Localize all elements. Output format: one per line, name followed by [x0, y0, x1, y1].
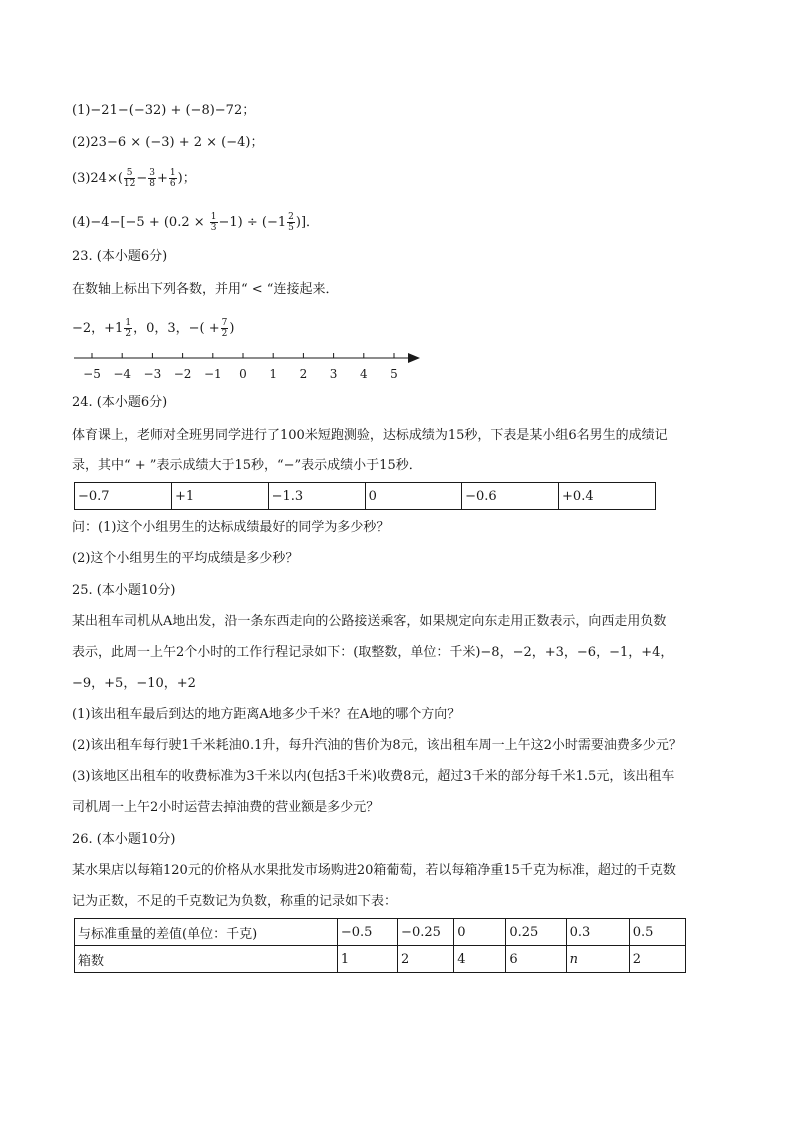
q25-question-3b: 司机周一上午2小时运营去掉油费的营业额是多少元？	[72, 800, 380, 815]
axis-tick-label: −1	[203, 367, 222, 381]
axis-tick-label: 0	[239, 367, 247, 381]
axis-tick-label: 1	[269, 367, 278, 381]
q22-part2: (2)23−6 × (−3) + 2 × (−4)；	[72, 135, 264, 150]
axis-tick-label: 4	[359, 367, 368, 381]
q24-question-2: (2)这个小组男生的平均成绩是多少秒？	[72, 551, 299, 566]
table-row	[75, 919, 686, 946]
fraction: $\frac{5}{12}$	[123, 168, 136, 189]
q25-text-1: 某出租车司机从A地出发，沿一条东西走向的公路接送乘客，如果规定向东走用正数表示，向西走用负数	[72, 614, 667, 629]
q26-text-1: 某水果店以每箱120元的价格从水果批发市场购进20箱葡萄，若以每箱净重15千克为标准，超过的千克数	[72, 863, 676, 878]
q24-score-table	[74, 482, 656, 510]
table-cell: 2	[629, 946, 685, 973]
axis-tick-label: −3	[143, 367, 162, 381]
table-cell: 0	[454, 919, 506, 946]
fraction: $\frac{7}{2}$	[221, 318, 228, 339]
table-cell: −1.3	[268, 483, 365, 510]
q24-question-1: 问：(1)这个小组男生的达标成绩最好的同学为多少秒？	[72, 520, 390, 535]
q23-text: 在数轴上标出下列各数，并用“ < “连接起来．	[72, 282, 339, 297]
q25-header: 25. (本小题10分)	[72, 583, 176, 598]
table-cell: 箱数	[75, 946, 338, 973]
q25-question-1: (1)该出租车最后到达的地方距离A地多少千米？在A地的哪个方向？	[72, 707, 461, 722]
table-cell: 0.5	[629, 919, 685, 946]
fraction: $\frac{1}{3}$	[210, 212, 217, 233]
table-cell: +1	[171, 483, 268, 510]
q22-part4: (4)−4−[−5 + (0.2 × $\frac{1}{3}$ −1) ÷ (−1 $\frac{2}{5}$ )]．	[72, 212, 320, 233]
q23-numbers: −2，+1 $\frac{1}{2}$ ，0，3，−( + $\frac{7}{2}$ )	[72, 318, 235, 339]
q25-text-2: 表示，此周一上午2个小时的工作行程记录如下：(取整数，单位：千米)−8，−2，+3，−6，−1，+4，	[72, 645, 674, 660]
axis-tick-label: 5	[390, 367, 398, 381]
table-cell: −0.25	[398, 919, 454, 946]
axis-tick-label: −2	[173, 367, 192, 381]
axis-tick-label: 3	[329, 367, 338, 381]
q24-text-2: 录，其中“ + ”表示成绩大于15秒，“−”表示成绩小于15秒．	[72, 458, 422, 473]
fraction: $\frac{1}{2}$	[125, 318, 132, 339]
number-line	[70, 344, 430, 386]
axis-tick-label: −5	[83, 367, 101, 381]
axis-arrow-icon	[408, 353, 420, 363]
table-cell: 6	[506, 946, 566, 973]
fraction: $\frac{3}{8}$	[149, 168, 156, 189]
q26-text-2: 记为正数，不足的千克数记为负数，称重的记录如下表：	[72, 894, 398, 909]
table-row	[75, 483, 656, 510]
q25-text-3: −9，+5，−10，+2	[72, 676, 196, 691]
fraction: $\frac{2}{5}$	[288, 212, 294, 233]
q24-text-1: 体育课上，老师对全班男同学进行了100米短跑测验，达标成绩为15秒，下表是某小组6名男生的成绩记	[72, 428, 668, 443]
fraction: $\frac{1}{6}$	[169, 168, 176, 189]
q22-part3-prefix: (3)24×(	[72, 171, 123, 186]
table-cell: 0.25	[506, 919, 566, 946]
q22-part3: (3)24×( $\frac{5}{12}$ − $\frac{3}{8}$ + $\frac{1}{6}$ )；	[72, 168, 196, 189]
table-cell: n	[566, 946, 629, 973]
table-cell: 与标准重量的差值(单位：千克)	[75, 919, 338, 946]
q26-weight-table	[74, 918, 686, 973]
q25-question-2: (2)该出租车每行驶1千米耗油0.1升，每升汽油的售价为8元，该出租车周一上午这2小时需要油费多少元？	[72, 738, 682, 753]
axis-tick-label: 2	[299, 367, 308, 381]
axis-tick-label: −4	[113, 367, 132, 381]
table-cell: 4	[454, 946, 506, 973]
q23-header: 23. (本小题6分)	[72, 249, 168, 264]
table-row	[75, 946, 686, 973]
table-cell: −0.7	[75, 483, 172, 510]
table-cell: +0.4	[559, 483, 656, 510]
table-cell: −0.6	[462, 483, 559, 510]
q24-header: 24. (本小题6分)	[72, 395, 168, 410]
table-cell: 2	[398, 946, 454, 973]
table-cell: −0.5	[337, 919, 397, 946]
table-cell: 0	[365, 483, 462, 510]
q25-question-3a: (3)该地区出租车的收费标准为3千米以内(包括3千米)收费8元，超过3千米的部分每千米1.5元，该出租车	[72, 769, 675, 784]
q26-header: 26. (本小题10分)	[72, 832, 176, 847]
q22-part1: (1)−21−(−32) + (−8)−72；	[72, 103, 256, 118]
table-cell: 0.3	[566, 919, 629, 946]
table-cell: 1	[337, 946, 397, 973]
